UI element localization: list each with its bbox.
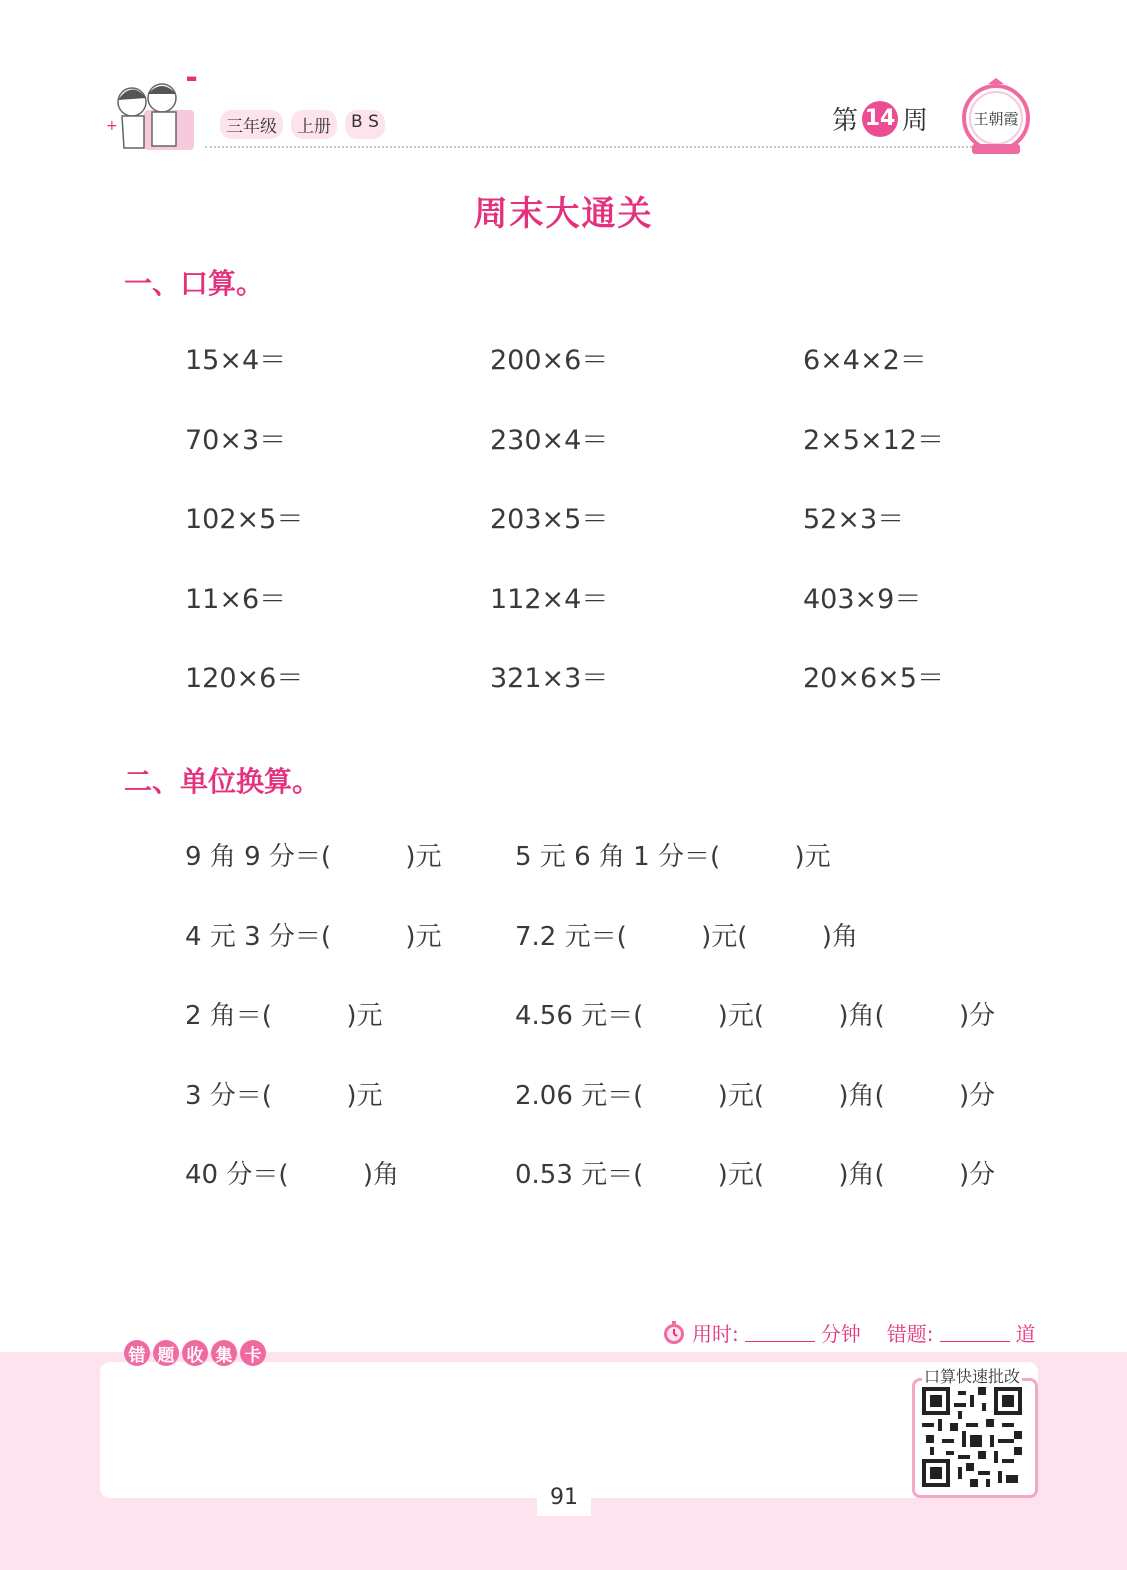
problem-row xyxy=(185,497,1085,577)
label-char: 题 xyxy=(153,1340,179,1366)
label-char: 错 xyxy=(124,1340,150,1366)
problem: 102×5＝ xyxy=(185,504,304,535)
section-heading-unit-conversion: 二、单位换算。 xyxy=(124,765,321,798)
mental-math-grid xyxy=(185,338,1085,736)
conversion-row xyxy=(185,1075,1085,1155)
page-number: 91 xyxy=(537,1476,591,1516)
problem: 20×6×5＝ xyxy=(803,663,944,694)
volume-tag: 上册 xyxy=(291,110,337,139)
conversion-problem[interactable]: 5 元 6 角 1 分＝( )元 xyxy=(515,842,831,872)
week-suffix: 周 xyxy=(902,106,929,136)
time-blank[interactable] xyxy=(745,1323,815,1342)
week-number-badge: 14 xyxy=(862,101,898,137)
grade-tag: 三年级 xyxy=(220,110,283,139)
problem: 112×4＝ xyxy=(490,583,609,615)
problem-row xyxy=(185,577,1085,657)
problem-row xyxy=(185,418,1085,498)
unit-conversion-grid xyxy=(185,836,1085,1234)
section-heading-mental-math: 一、口算。 xyxy=(124,267,265,300)
problem: 200×6＝ xyxy=(490,345,609,376)
label-char: 收 xyxy=(182,1340,208,1366)
conversion-row xyxy=(185,836,1085,916)
mistake-card-label xyxy=(124,1340,266,1366)
problem: 230×4＝ xyxy=(490,424,609,456)
problem: 321×3＝ xyxy=(490,663,609,694)
conversion-problem[interactable]: 2 角＝( )元 xyxy=(185,1001,383,1031)
conversion-problem[interactable]: 4.56 元＝( )元( )角( )分 xyxy=(515,1001,996,1031)
week-indicator xyxy=(832,100,928,137)
conversion-problem[interactable]: 4 元 3 分＝( )元 xyxy=(185,921,442,952)
kids-illustration-icon xyxy=(104,70,204,156)
conversion-row xyxy=(185,995,1085,1075)
svg-text:▬: ▬ xyxy=(186,71,198,85)
conversion-problem[interactable]: 0.53 元＝( )元( )角( )分 xyxy=(515,1160,996,1190)
svg-text:+: + xyxy=(106,118,118,134)
time-and-errors xyxy=(662,1318,1036,1347)
conversion-problem[interactable]: 3 分＝( )元 xyxy=(185,1080,383,1111)
qr-caption: 口算快速批改 xyxy=(922,1364,1022,1387)
conversion-problem[interactable]: 2.06 元＝( )元( )角( )分 xyxy=(515,1080,996,1111)
errors-blank[interactable] xyxy=(940,1323,1010,1342)
svg-text:王朝霞: 王朝霞 xyxy=(973,110,1019,128)
problem: 15×4＝ xyxy=(185,345,287,376)
label-char: 卡 xyxy=(240,1340,266,1366)
problem: 70×3＝ xyxy=(185,424,287,456)
errors-label: 错题: xyxy=(886,1322,934,1346)
label-char: 集 xyxy=(211,1340,237,1366)
problem: 203×5＝ xyxy=(490,504,609,535)
problem: 52×3＝ xyxy=(803,504,905,535)
page-title: 周末大通关 xyxy=(473,194,654,234)
week-prefix: 第 xyxy=(832,106,859,136)
time-label: 用时: xyxy=(692,1322,739,1346)
qr-code-icon[interactable] xyxy=(922,1387,1022,1487)
problem: 403×9＝ xyxy=(803,583,922,615)
conversion-problem[interactable]: 40 分＝( )角 xyxy=(185,1160,400,1190)
conversion-row xyxy=(185,916,1085,996)
errors-unit: 道 xyxy=(1015,1322,1036,1346)
grade-tags xyxy=(220,110,385,139)
conversion-problem[interactable]: 9 角 9 分＝( )元 xyxy=(185,842,442,872)
conversion-row xyxy=(185,1154,1085,1234)
problem: 11×6＝ xyxy=(185,583,287,615)
time-unit: 分钟 xyxy=(820,1322,861,1346)
problem-row xyxy=(185,338,1085,418)
problem-row xyxy=(185,656,1085,736)
conversion-problem[interactable]: 7.2 元＝( )元( )角 xyxy=(515,921,858,952)
problem: 2×5×12＝ xyxy=(803,424,944,456)
stopwatch-icon xyxy=(662,1321,686,1345)
problem: 6×4×2＝ xyxy=(803,345,927,376)
header-divider xyxy=(205,146,980,148)
edition-tag: B S xyxy=(345,110,385,139)
brand-seal-logo xyxy=(960,78,1032,158)
problem: 120×6＝ xyxy=(185,663,304,694)
page-header xyxy=(0,0,1127,160)
